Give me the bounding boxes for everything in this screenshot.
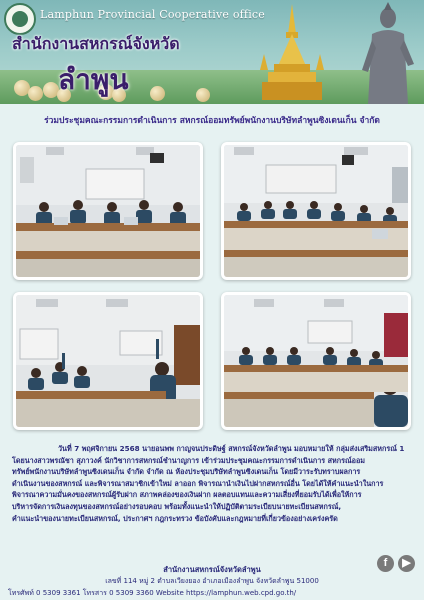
meeting-photo-4 xyxy=(221,292,411,430)
org-name-thai: สำนักงานสหกรณ์จังหวัด xyxy=(12,34,180,53)
cooperative-logo xyxy=(4,3,36,35)
longan-fruit xyxy=(28,86,43,101)
article-body-line: พิจารณาความมั่นคงของสหกรณ์ผู้รับฝาก สภาพคล่องของเงินฝาก ผลตอบแทนและความเสี่ยงที่ยอมรับได้เพื่อให้การ xyxy=(12,490,362,500)
article-body-line: วันที่ 7 พฤศจิกายน 2568 นายอนพพ กาญจนประดิษฐ์ สหกรณ์จังหวัดลำพูน มอบหมายให้ กลุ่มส่งเสริมสหกรณ์ 1 xyxy=(58,444,405,453)
youtube-icon[interactable]: ▶ xyxy=(398,555,415,572)
footer-office-name: สำนักงานสหกรณ์จังหวัดลำพูน xyxy=(163,565,261,574)
meeting-photo-1 xyxy=(13,142,203,280)
org-name-english: Lamphun Provincial Cooperative office xyxy=(40,8,265,21)
meeting-photo-2 xyxy=(221,142,411,280)
golden-pagoda-image xyxy=(256,4,328,100)
facebook-icon[interactable]: f xyxy=(377,555,394,572)
article-body-line: ทรัพย์พนักงานบริษัทลำพูนซิงเดนเก็น จำกัด จำกัด ณ ห้องประชุมบริษัทลำพูนซิงเดนเก็น โดยมีวาระรับทราบผลการ xyxy=(12,467,361,477)
province-name: ลำพูน xyxy=(58,63,129,96)
article-body-line: โดยนางสาวพรณัชา สุภาวงค์ นักวิชาการสหกรณ์ชำนาญการ เข้าร่วมประชุมคณะกรรมการดำเนินการ สหกรณ์ออม xyxy=(12,455,366,465)
meeting-photo-3 xyxy=(13,292,203,430)
article-body-line: ดำเนินงานของสหกรณ์ และพิจารณาสมาชิกเข้าใหม่ ลาออก พิจารณานำเงินไปฝากสหกรณ์อื่น โดยได้ให้คำแนะนำในการ xyxy=(12,478,384,488)
header-banner xyxy=(0,0,424,104)
article-body-line: บริหารจัดการเงินลงทุนของสหกรณ์อย่างรอบคอบ พร้อมทั้งแนะนำให้ปฏิบัติตามระเบียบนายทะเบียนสหกรณ์, xyxy=(12,501,342,511)
longan-fruit xyxy=(150,86,165,101)
footer-address: เลขที่ 114 หมู่ 2 ตำบลเวียงยอง อำเภอเมืองลำพูน จังหวัดลำพูน 51000 xyxy=(105,577,319,585)
article-body-line: คำแนะนำของนายทะเบียนสหกรณ์, ประกาศฯ กฎกระทรวง ข้อบังคับและกฎหมายที่เกี่ยวข้องอย่างเคร่งครัด xyxy=(12,513,338,523)
queen-statue-image xyxy=(358,0,418,104)
page-footer xyxy=(0,560,424,600)
article-body xyxy=(12,443,416,524)
longan-fruit xyxy=(196,88,210,102)
footer-contact[interactable]: โทรศัพท์ 0 5309 3361 โทรสาร 0 5309 3360 Website https://lamphun.web.cpd.go.th/ xyxy=(8,589,297,597)
article-headline: ร่วมประชุมคณะกรรมการดำเนินการ สหกรณ์ออมทรัพย์พนักงานบริษัทลำพูนซิงเดนเก็น จำกัด xyxy=(44,116,380,126)
